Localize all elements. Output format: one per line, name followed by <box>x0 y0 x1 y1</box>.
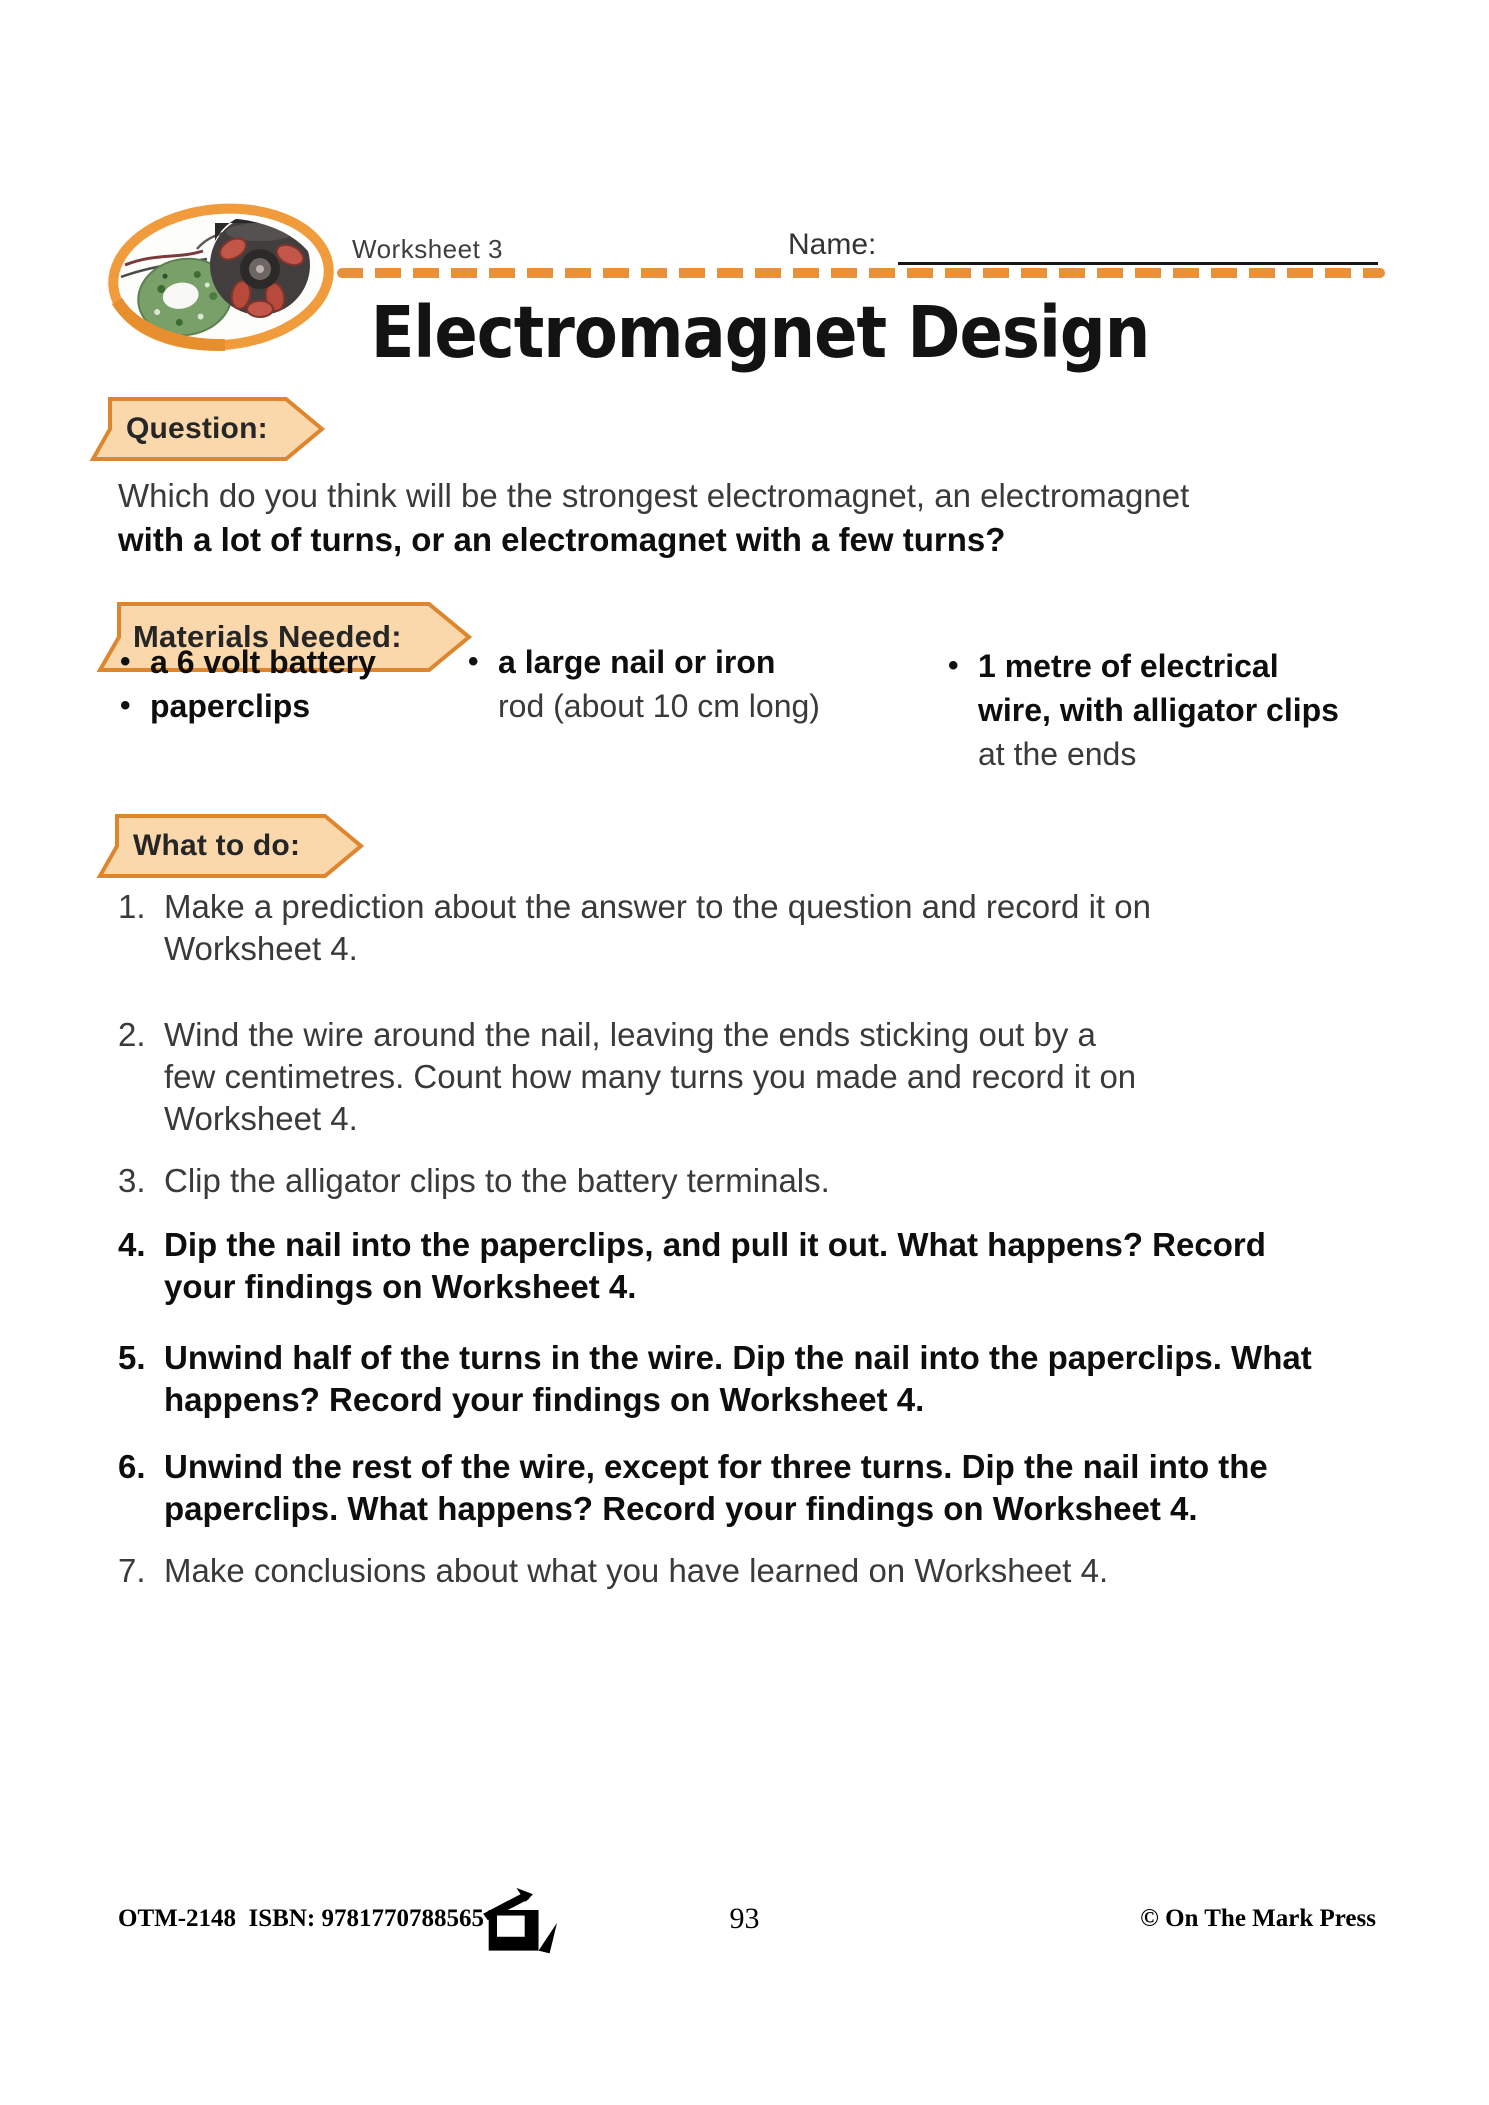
step-1 <box>118 886 1408 970</box>
step-text: paperclips. What happens? Record your findings on Worksheet 4. <box>164 1490 1198 1527</box>
question-banner <box>88 396 328 462</box>
step-number: 5. <box>118 1339 146 1376</box>
step-text: Unwind the rest of the wire, except for three turns. Dip the nail into the <box>164 1448 1268 1485</box>
step-7 <box>118 1550 1408 1592</box>
step-number: 7. <box>118 1552 146 1589</box>
what-to-do-banner <box>95 813 367 879</box>
step-number: 6. <box>118 1448 146 1485</box>
question-text-line2: with a lot of turns, or an electromagnet with a few turns? <box>118 521 1006 558</box>
dashed-divider <box>337 268 1385 278</box>
bullet-icon: • <box>120 689 131 722</box>
material-item-continuation: wire, with alligator clips <box>978 692 1339 728</box>
material-item-continuation: rod (about 10 cm long) <box>498 688 820 724</box>
step-6 <box>118 1446 1408 1530</box>
name-blank-line[interactable] <box>898 262 1378 265</box>
step-text: Wind the wire around the nail, leaving the ends sticking out by a <box>164 1016 1096 1053</box>
step-text: Make conclusions about what you have learned on Worksheet 4. <box>164 1552 1109 1589</box>
bullet-icon: • <box>948 649 959 682</box>
step-text: Clip the alligator clips to the battery terminals. <box>164 1162 830 1199</box>
material-item: • paperclips <box>120 684 310 728</box>
what-to-do-banner-label: What to do: <box>133 829 301 862</box>
step-text: Worksheet 4. <box>164 930 358 967</box>
material-item-continuation: at the ends <box>978 736 1137 772</box>
material-item: • a large nail or iron <box>468 640 775 684</box>
footer-isbn: OTM-2148 ISBN: 9781770788565 <box>118 1905 484 1932</box>
step-text: Unwind half of the turns in the wire. Dip the nail into the paperclips. What <box>164 1339 1312 1376</box>
step-number: 1. <box>118 888 146 925</box>
page-number: 93 <box>729 1902 760 1935</box>
step-text: few centimetres. Count how many turns you made and record it on <box>164 1058 1137 1095</box>
name-label: Name: <box>788 228 877 261</box>
step-4 <box>118 1224 1408 1308</box>
material-item: • 1 metre of electrical <box>948 644 1279 688</box>
step-text: Make a prediction about the answer to the question and record it on <box>164 888 1151 925</box>
step-text: your findings on Worksheet 4. <box>164 1268 637 1305</box>
step-text: Worksheet 4. <box>164 1100 358 1137</box>
question-text-line1: Which do you think will be the strongest electromagnet, an electromagnet <box>118 477 1190 514</box>
step-number: 4. <box>118 1226 146 1263</box>
footer-publisher: © On The Mark Press <box>1140 1905 1376 1932</box>
question-banner-label: Question: <box>126 412 268 445</box>
step-text: happens? Record your findings on Worksheet 4. <box>164 1381 925 1418</box>
materials-banner-label: Materials Needed: <box>133 619 402 654</box>
bullet-icon: • <box>120 645 131 678</box>
step-number: 2. <box>118 1016 146 1053</box>
bullet-icon: • <box>468 645 479 678</box>
page-title: Electromagnet Design <box>370 292 1150 375</box>
step-number: 3. <box>118 1162 146 1199</box>
worksheet-number-label: Worksheet 3 <box>352 234 503 264</box>
step-2 <box>118 1014 1408 1140</box>
step-5 <box>118 1337 1408 1421</box>
material-item: • a 6 volt battery <box>120 640 376 684</box>
step-3 <box>118 1160 1408 1202</box>
step-text: Dip the nail into the paperclips, and pull it out. What happens? Record <box>164 1226 1266 1263</box>
